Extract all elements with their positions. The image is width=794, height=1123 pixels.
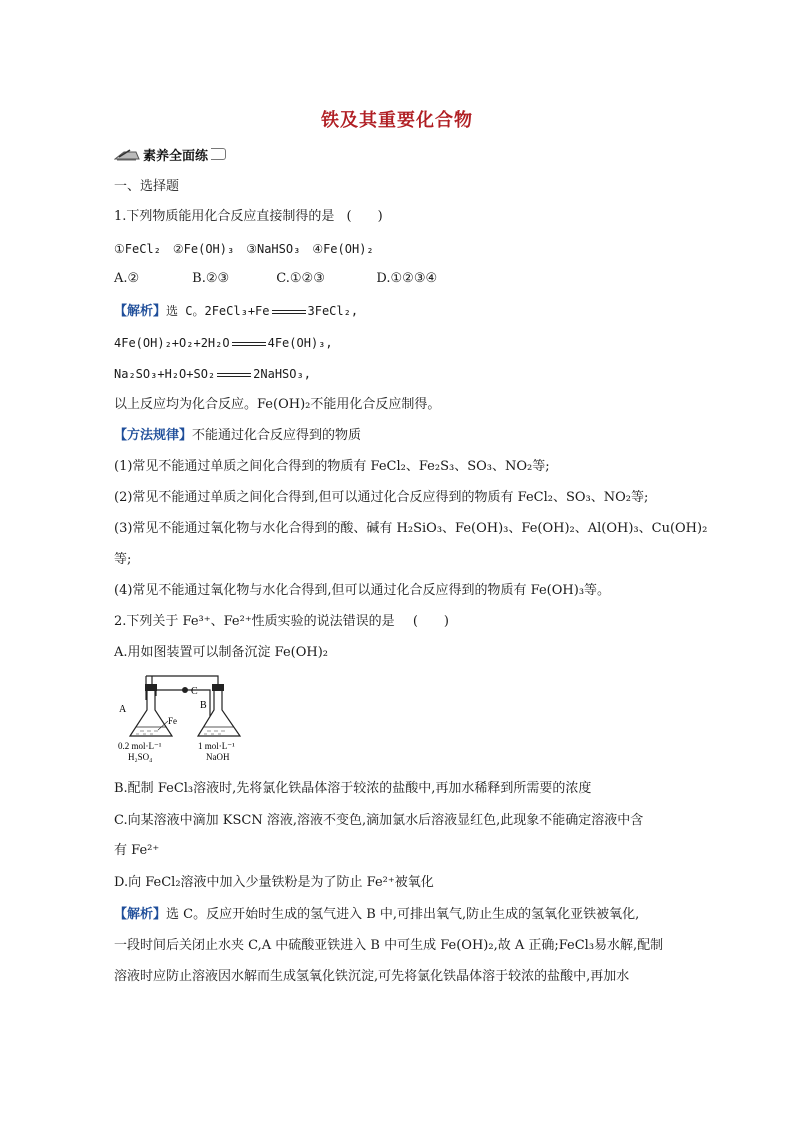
- right-flask: [198, 691, 240, 736]
- left-stopper: [145, 684, 157, 691]
- label-a: A: [119, 704, 127, 715]
- rule-3b: 等;: [114, 552, 132, 567]
- q1-items: ①FeCl₂ ②Fe(OH)₃ ③NaHSO₃ ④Fe(OH)₂: [114, 242, 374, 256]
- clamp-icon: [182, 687, 188, 693]
- right-solution: NaOH: [206, 752, 230, 762]
- q2-stem: 2.下列关于 Fe³⁺、Fe²⁺性质实验的说法错误的是: [114, 614, 395, 629]
- q2-analysis-3: 溶液时应防止溶液因水解而生成氢氧化铁沉淀,可先将氯化铁晶体溶于较浓的盐酸中,再加水: [114, 969, 630, 984]
- q1-analysis-tag: 【解析】: [114, 304, 167, 319]
- q1-option-c: C.①②③: [276, 271, 325, 286]
- q1-analysis-3: Na₂SO₃+H₂O+SO₂: [114, 367, 216, 381]
- pencil-book-icon: [114, 147, 140, 161]
- q1-stem-line: [114, 208, 383, 226]
- q2-option-c-continued: 有 Fe²⁺: [114, 843, 160, 858]
- equals-sign-icon: [217, 373, 251, 377]
- equals-sign-icon: [272, 310, 306, 314]
- fe-oh2-apparatus-diagram: [114, 672, 254, 768]
- left-liquid-hatching: [136, 731, 158, 734]
- method-tag: 【方法规律】: [114, 428, 193, 443]
- q1-answer-paren: ( ): [346, 209, 383, 224]
- q1-method-line: [114, 427, 361, 445]
- section-badge: [114, 145, 226, 163]
- q1-stem: 1.下列物质能用化合反应直接制得的是: [114, 209, 335, 224]
- q1-analysis-line-2: [114, 334, 333, 352]
- q1-analysis-3b: 2NaHSO₃,: [253, 367, 311, 381]
- right-liquid-hatching: [204, 731, 225, 734]
- label-fe: Fe: [168, 716, 177, 726]
- q1-analysis-2: 4Fe(OH)₂+O₂+2H₂O: [114, 336, 230, 350]
- q2-option-c: C.向某溶液中滴加 KSCN 溶液,溶液不变色,滴加氯水后溶液显红色,此现象不能确定溶液中含: [114, 813, 644, 828]
- q2-analysis-2: 一段时间后关闭止水夹 C,A 中硫酸亚铁进入 B 中可生成 Fe(OH)₂,故 A 正确;FeCl₃易水解,配制: [114, 938, 664, 953]
- section-badge-tail: [211, 148, 226, 160]
- page-title: 铁及其重要化合物: [321, 110, 473, 131]
- q2-option-d: D.向 FeCl₂溶液中加入少量铁粉是为了防止 Fe²⁺被氧化: [114, 875, 434, 890]
- q1-analysis-1: 选 C。2FeCl₃+Fe: [166, 304, 270, 318]
- q2-analysis-tag: 【解析】: [114, 907, 167, 922]
- right-concentration: 1 mol·L⁻¹: [198, 741, 235, 751]
- q1-options: [114, 270, 437, 288]
- q2-analysis-line-1: [114, 906, 639, 924]
- q2-option-b: B.配制 FeCl₃溶液时,先将氯化铁晶体溶于较浓的盐酸中,再加水稀释到所需要的浓度: [114, 781, 592, 796]
- upper-tube: [146, 676, 218, 684]
- q1-option-d: D.①②③④: [376, 271, 438, 286]
- left-flask: [130, 691, 172, 736]
- rule-2: (2)常见不能通过单质之间化合得到,但可以通过化合反应得到的物质有 FeCl₂、SO₃、NO₂等;: [114, 490, 649, 505]
- section-badge-label: 素养全面练: [143, 148, 209, 164]
- rule-4: (4)常见不能通过氧化物与水化合得到,但可以通过化合反应得到的物质有 Fe(OH)₃等。: [114, 583, 611, 598]
- q2-option-a: A.用如图装置可以制备沉淀 Fe(OH)₂: [114, 645, 329, 660]
- rule-3: (3)常见不能通过氧化物与水化合得到的酸、碱有 H₂SiO₃、Fe(OH)₃、Fe(OH)₂、Al(OH)₃、Cu(OH)₂: [114, 521, 708, 536]
- right-stopper: [212, 684, 224, 691]
- q1-option-b: B.②③: [192, 271, 230, 286]
- q2-analysis-1: 选 C。反应开始时生成的氢气进入 B 中,可排出氧气,防止生成的氢氧化亚铁被氧化,: [166, 907, 640, 922]
- q2-stem-line: [114, 613, 449, 631]
- rule-1: (1)常见不能通过单质之间化合得到的物质有 FeCl₂、Fe₂S₃、SO₃、NO₂等;: [114, 459, 550, 474]
- label-c: C: [191, 686, 198, 697]
- q1-option-a: A.②: [114, 271, 140, 286]
- q1-analysis-line-1: [114, 302, 358, 321]
- equals-sign-icon: [232, 342, 266, 346]
- label-b: B: [200, 700, 207, 711]
- left-concentration: 0.2 mol·L⁻¹: [118, 741, 162, 751]
- q1-analysis-line-3: [114, 365, 311, 383]
- left-solution: H₂SO₄: [128, 752, 153, 762]
- q1-analysis-1b: 3FeCl₂,: [307, 304, 359, 318]
- q2-answer-paren: ( ): [412, 614, 449, 629]
- q1-analysis-2b: 4Fe(OH)₃,: [267, 336, 333, 350]
- q1-analysis-4: 以上反应均为化合反应。Fe(OH)₂不能用化合反应制得。: [114, 397, 441, 412]
- method-title: 不能通过化合反应得到的物质: [192, 428, 362, 443]
- section-heading: 一、选择题: [114, 179, 180, 194]
